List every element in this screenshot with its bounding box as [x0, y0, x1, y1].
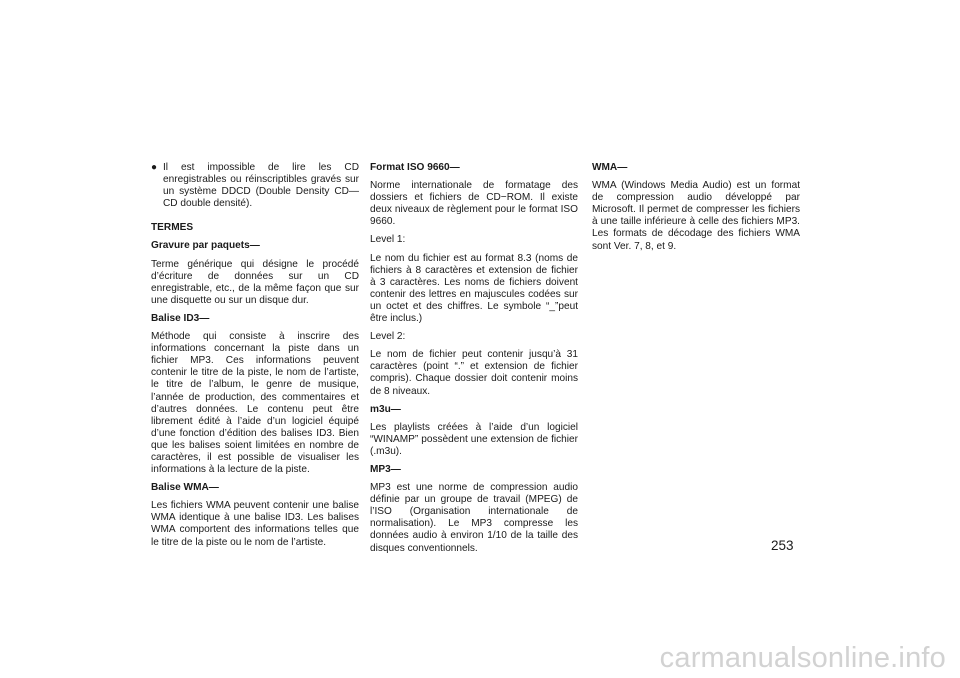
column-right: [592, 162, 800, 259]
term-heading-gravure: Gravure par paquets—: [151, 240, 260, 252]
term-text-id3: Méthode qui consiste à inscrire des informations concernant la piste dans un fichier MP3. Ces informations peuvent contenir le titre de la piste, le nom de l’artiste, le titre de l’album, le genre de musique, l’année de production, des commentaires et d’autres données. Le contenu peut être librement édité à l’aide d’un logiciel équipé d’une fonction d’édition des balises ID3. Bien que les balises soient limitées en nombre de caractères, il est possible de visualiser les informations à la lecture de la piste.: [151, 331, 359, 476]
level1-text: Le nom du fichier est au format 8.3 (noms de fichiers à 8 caractères et extension de fichier à 3 caractères. Les noms de fichiers doivent contenir des lettres en majuscules codées sur un octet et des chiffres. Le symbole “_”peut être inclus.): [370, 252, 578, 325]
page-number: 253: [771, 538, 794, 553]
term-text-iso: Norme internationale de formatage des dossiers et fichiers de CD−ROM. Il existe deux niveaux de règlement pour le format ISO 9660.: [370, 180, 578, 228]
term-heading-wma: WMA—: [592, 162, 628, 173]
watermark: carmanualsonline.info: [659, 642, 946, 674]
term-heading-mp3: MP3—: [370, 463, 401, 475]
term-text-wma-tag: Les fichiers WMA peuvent contenir une balise WMA identique à une balise ID3. Les balises WMA comportent des informations telles que le titre de la piste ou le nom de l’artiste.: [151, 500, 359, 548]
bullet-icon: ●: [151, 162, 158, 173]
bullet-item: [151, 162, 359, 216]
term-text-m3u: Les playlists créées à l’aide d’un logiciel “WINAMP” possèdent une extension de fichier (.m3u).: [370, 421, 578, 457]
term-heading-m3u: m3u—: [370, 403, 401, 415]
level2-text: Le nom de fichier peut contenir jusqu’à 31 caractères (point “.” et extension de fichier compris). Chaque dossier doit contenir moins de 8 niveaux.: [370, 349, 578, 397]
column-left: [151, 162, 359, 555]
bullet-text: Il est impossible de lire les CD enregistrables ou réinscriptibles gravés sur un système DDCD (Double Density CD—CD double densité).: [163, 162, 359, 210]
term-heading-id3: Balise ID3—: [151, 312, 210, 324]
term-text-wma: WMA (Windows Media Audio) est un format de compression audio développé par Microsoft. Il permet de compresser les fichiers à une taille inférieure à celle des fichiers MP3. Les formats de décodage des fichiers WMA sont Ver. 7, 8, et 9.: [592, 180, 800, 252]
column-middle: [370, 162, 578, 561]
term-text-gravure: Terme générique qui désigne le procédé d’écriture de données sur un CD enregistrable, etc., de la même façon que sur une disquette ou sur un disque dur.: [151, 258, 359, 306]
term-text-mp3: MP3 est une norme de compression audio définie par un groupe de travail (MPEG) de l’ISO (Organisation internationale de normalisation). Le MP3 compresse les données audio à environ 1/10 de la taille des disques conventionnels.: [370, 482, 578, 554]
level2-label: Level 2:: [370, 331, 406, 343]
term-heading-wma-tag: Balise WMA—: [151, 482, 219, 494]
level1-label: Level 1:: [370, 234, 406, 246]
section-heading-termes: TERMES: [151, 222, 194, 234]
term-heading-iso: Format ISO 9660—: [370, 162, 460, 173]
